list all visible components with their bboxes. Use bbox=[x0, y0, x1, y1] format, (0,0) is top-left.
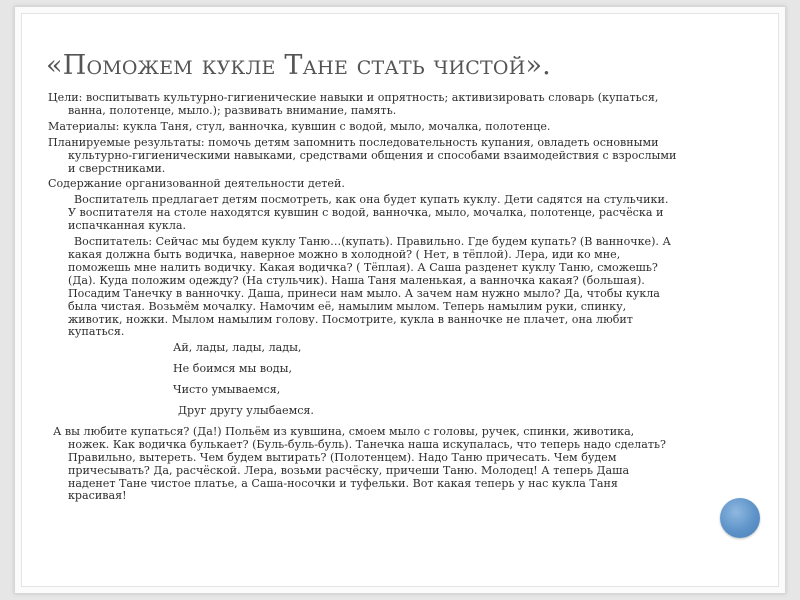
dialogue-paragraph bbox=[48, 236, 678, 339]
content-heading: Содержание организованной деятельности детей. bbox=[48, 177, 345, 191]
goals-paragraph: Цели: воспитывать культурно-гигиенические навыки и опрятность; активизировать словарь (купаться, ванна, полотенце, мыло.); развивать внимание, память. bbox=[48, 91, 659, 117]
verse-line-2: Не боимся мы воды, bbox=[173, 362, 292, 376]
dialogue-text: Воспитатель: Сейчас мы будем куклу Таню…(купать). Правильно. Где будем купать? (В ванночке). А какая должна быть водичка, наверное можно в холодной? ( Нет, в тёплой). Лера, иди ко мне, поможешь мне налить водичку. Какая водичка? ( Тёплая). А Саша разденет куклу Таню, сможешь? (Да). Куда положим одежду? (На стульчик). Наша Таня маленькая, а ванночка какая? (большая). Посадим Танечку в ванночку. Даша, принеси нам мыло. А зачем нам нужно мыло? Да, чтобы кукла была чистая. Возьмём мочалку. Намочим её, намылим мылом. Теперь намылим руки, спинку, животик, ножки. Мылом намылим голову. Посмотрите, кукла в ванночке не плачет, она любит купаться. bbox=[68, 235, 671, 339]
materials-paragraph: Материалы: кукла Таня, стул, ванночка, кувшин с водой, мыло, мочалка, полотенце. bbox=[48, 119, 551, 133]
verse-line-4: Друг другу улыбаемся. bbox=[178, 404, 314, 418]
slide-content bbox=[48, 92, 678, 506]
intro-paragraph bbox=[48, 194, 678, 233]
closing-paragraph: А вы любите купаться? (Да!) Польём из кувшина, смоем мыло с головы, ручек, спинки, животика, ножек. Как водичка булькает? (Буль-буль-буль). Танечка наша искупалась, что теперь надо сделать? Правильно, вытереть. Чем будем вытирать? (Полотенцем). Надо Таню причесать. Чем будем причесывать? Да, расчёской. Лера, возьми расчёску, причеши Таню. Молодец! А теперь Даша наденет Тане чистое платье, а Саша-носочки и туфельки. Вот какая теперь у нас кукла Таня красивая! bbox=[53, 424, 666, 503]
verse-line-3: Чисто умываемся, bbox=[173, 383, 281, 397]
intro-text: Воспитатель предлагает детям посмотреть, как она будет купать куклу. Дети садятся на стульчики. У воспитателя на столе находятся кувшин с водой, ванночка, мыло, мочалка, полотенце, расчёска и испачканная кукла. bbox=[68, 193, 669, 233]
slide-title: «Поможем кукле Тане стать чистой». bbox=[46, 50, 551, 81]
results-paragraph: Планируемые результаты: помочь детям запомнить последовательность купания, овладеть основными культурно-гигиеническими навыками, средствами общения и способами взаимодействия с взрослыми и сверстниками. bbox=[48, 135, 677, 175]
verse-line-1: Ай, лады, лады, лады, bbox=[173, 341, 302, 355]
decorative-circle-icon bbox=[720, 498, 760, 538]
